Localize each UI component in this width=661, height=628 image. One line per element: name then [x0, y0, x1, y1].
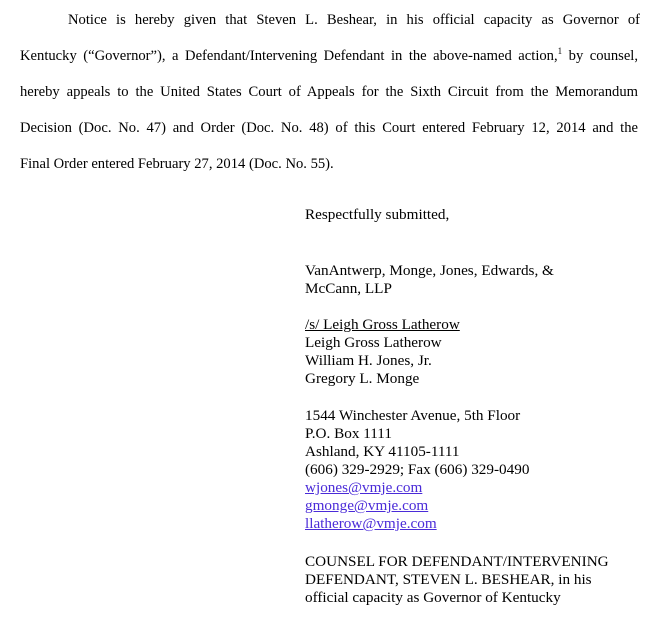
- phone-fax: (606) 329-2929; Fax (606) 329-0490: [305, 461, 530, 478]
- firm-name-line-2: McCann, LLP: [305, 280, 392, 297]
- notice-line-2-text: Kentucky (“Governor”), a Defendant/Intervening Defendant in the above-named action,: [20, 48, 558, 64]
- notice-line-2-tail: by counsel,: [562, 48, 638, 64]
- counsel-line-1: COUNSEL FOR DEFENDANT/INTERVENING: [305, 553, 609, 570]
- notice-line-4: Decision (Doc. No. 47) and Order (Doc. No. 48) of this Court entered February 12, 2014 and the: [20, 120, 638, 136]
- firm-name-line-1: VanAntwerp, Monge, Jones, Edwards, &: [305, 262, 554, 279]
- attorney-name: William H. Jones, Jr.: [305, 352, 432, 369]
- footnote-marker: 1: [557, 46, 563, 56]
- notice-line-3: hereby appeals to the United States Court of Appeals for the Sixth Circuit from the Memorandum: [20, 84, 638, 100]
- street-address: 1544 Winchester Avenue, 5th Floor: [305, 407, 521, 424]
- city-state-zip: Ashland, KY 41105-1111: [305, 443, 460, 460]
- notice-line-5: Final Order entered February 27, 2014 (Doc. No. 55).: [20, 156, 334, 172]
- attorney-name: Gregory L. Monge: [305, 370, 420, 387]
- electronic-signature: /s/ Leigh Gross Latherow: [305, 316, 460, 333]
- counsel-line-2: DEFENDANT, STEVEN L. BESHEAR, in his: [305, 571, 592, 588]
- po-box: P.O. Box 1111: [305, 425, 392, 442]
- email-link-llatherow[interactable]: llatherow@vmje.com: [305, 515, 437, 532]
- signature-block: [305, 316, 460, 388]
- email-link-wjones[interactable]: wjones@vmje.com: [305, 479, 423, 496]
- address-block: [305, 407, 529, 533]
- attorney-name: Leigh Gross Latherow: [305, 334, 442, 351]
- notice-line-1: Notice is hereby given that Steven L. Beshear, in his official capacity as Governor of: [68, 12, 640, 28]
- firm-name: [305, 262, 554, 298]
- email-link-gmonge[interactable]: gmonge@vmje.com: [305, 497, 429, 514]
- notice-line-2: [20, 46, 638, 66]
- counsel-designation: [305, 553, 609, 607]
- closing-text: Respectfully submitted,: [305, 206, 450, 223]
- counsel-line-3: official capacity as Governor of Kentucky: [305, 589, 561, 606]
